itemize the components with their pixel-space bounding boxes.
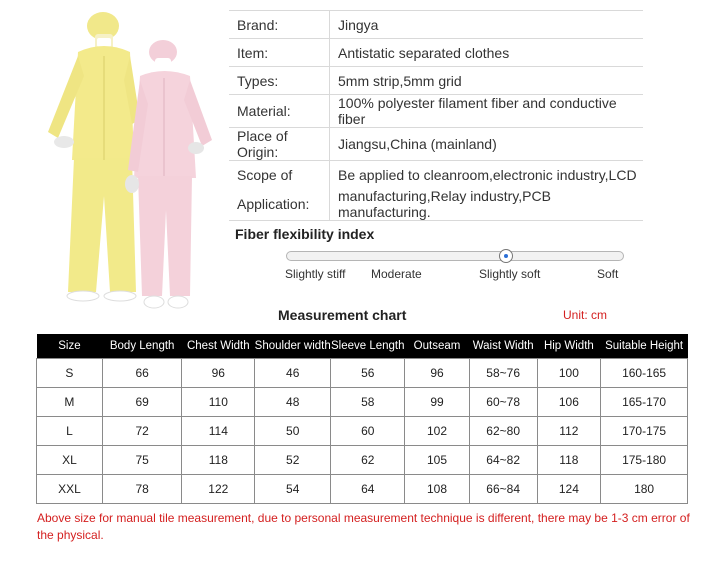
table-cell: M	[37, 388, 103, 417]
flex-level-label: Slightly stiff	[285, 267, 346, 281]
table-cell: 46	[255, 359, 331, 388]
spec-value: Be applied to cleanroom,electronic industry,LCD	[338, 166, 637, 183]
spec-row-origin	[229, 128, 643, 161]
spec-value: Antistatic separated clothes	[330, 39, 644, 67]
table-cell: 118	[182, 446, 255, 475]
table-row	[37, 388, 688, 417]
column-header: Size	[37, 334, 103, 359]
flex-level-label: Moderate	[371, 267, 422, 281]
spec-value: manufacturing,Relay industry,PCB manufacturing.	[330, 188, 644, 221]
table-cell: 72	[102, 417, 182, 446]
column-header: Sleeve Length	[331, 334, 405, 359]
column-header: Body Length	[102, 334, 182, 359]
table-cell: 108	[405, 475, 470, 504]
flex-level-label: Slightly soft	[479, 267, 541, 281]
table-cell: 78	[102, 475, 182, 504]
table-cell: 160-165	[601, 359, 688, 388]
spec-table	[229, 10, 643, 221]
spec-label: Item:	[229, 39, 330, 67]
column-header: Suitable Height	[601, 334, 688, 359]
fiber-flexibility-title: Fiber flexibility index	[235, 226, 375, 242]
table-cell: 96	[405, 359, 470, 388]
flexibility-indicator	[499, 249, 513, 263]
column-header: Chest Width	[182, 334, 255, 359]
pink-suit-figure	[125, 40, 212, 308]
table-cell: 106	[537, 388, 601, 417]
table-cell: 60~78	[469, 388, 537, 417]
table-cell: 110	[182, 388, 255, 417]
table-cell: 165-170	[601, 388, 688, 417]
table-cell: 175-180	[601, 446, 688, 475]
column-header: Outseam	[405, 334, 470, 359]
table-cell: 118	[537, 446, 601, 475]
table-cell: XXL	[37, 475, 103, 504]
table-cell: 48	[255, 388, 331, 417]
table-cell: 50	[255, 417, 331, 446]
table-row	[37, 359, 688, 388]
table-cell: 100	[537, 359, 601, 388]
table-row	[37, 446, 688, 475]
spec-value: Jiangsu,China (mainland)	[330, 128, 644, 161]
table-cell: 54	[255, 475, 331, 504]
column-header: Waist Width	[469, 334, 537, 359]
table-cell: 114	[182, 417, 255, 446]
table-cell: 112	[537, 417, 601, 446]
spec-label: Brand:	[229, 11, 330, 39]
spec-label: Material:	[229, 95, 330, 128]
table-cell: 62~80	[469, 417, 537, 446]
table-cell: 64	[331, 475, 405, 504]
table-cell: 62	[331, 446, 405, 475]
spec-value: Jingya	[330, 11, 644, 39]
measurement-unit: Unit: cm	[563, 308, 608, 322]
table-cell: 64~82	[469, 446, 537, 475]
measurement-title: Measurement chart	[278, 307, 407, 323]
table-cell: L	[37, 417, 103, 446]
column-header: Hip Width	[537, 334, 601, 359]
table-cell: S	[37, 359, 103, 388]
spec-row-scope	[229, 161, 643, 189]
spec-label: Application:	[229, 188, 330, 221]
flex-level-label: Soft	[597, 267, 619, 281]
table-cell: 96	[182, 359, 255, 388]
spec-row-types	[229, 67, 643, 95]
spec-label: Place of Origin:	[229, 128, 330, 161]
table-cell: 52	[255, 446, 331, 475]
flexibility-track	[286, 251, 624, 261]
table-cell: 56	[331, 359, 405, 388]
product-photo	[0, 0, 228, 320]
spec-row-item	[229, 39, 643, 67]
spec-value: 100% polyester filament fiber and conductive fiber	[330, 95, 644, 128]
spec-row-material	[229, 95, 643, 128]
table-cell: 66~84	[469, 475, 537, 504]
table-cell: 180	[601, 475, 688, 504]
table-cell: 99	[405, 388, 470, 417]
yellow-suit-figure	[48, 12, 140, 301]
measurement-header-row	[37, 334, 688, 359]
table-cell: 69	[102, 388, 182, 417]
spec-label: Types:	[229, 67, 330, 95]
table-cell: 170-175	[601, 417, 688, 446]
table-cell: 60	[331, 417, 405, 446]
table-cell: 122	[182, 475, 255, 504]
table-cell: 102	[405, 417, 470, 446]
spec-value: 5mm strip,5mm grid	[330, 67, 644, 95]
column-header: Shoulder width	[255, 334, 331, 359]
measurement-note: Above size for manual tile measurement, due to personal measurement technique is different, there may be 1-3 cm error of the physical.	[37, 511, 690, 542]
table-cell: 124	[537, 475, 601, 504]
spec-row-application	[229, 188, 643, 221]
table-cell: 105	[405, 446, 470, 475]
measurement-table	[36, 334, 688, 504]
table-cell: 75	[102, 446, 182, 475]
table-cell: 58~76	[469, 359, 537, 388]
table-row	[37, 475, 688, 504]
table-cell: 58	[331, 388, 405, 417]
table-cell: 66	[102, 359, 182, 388]
table-cell: XL	[37, 446, 103, 475]
spec-row-brand	[229, 11, 643, 39]
spec-label: Scope of	[229, 161, 330, 189]
table-row	[37, 417, 688, 446]
